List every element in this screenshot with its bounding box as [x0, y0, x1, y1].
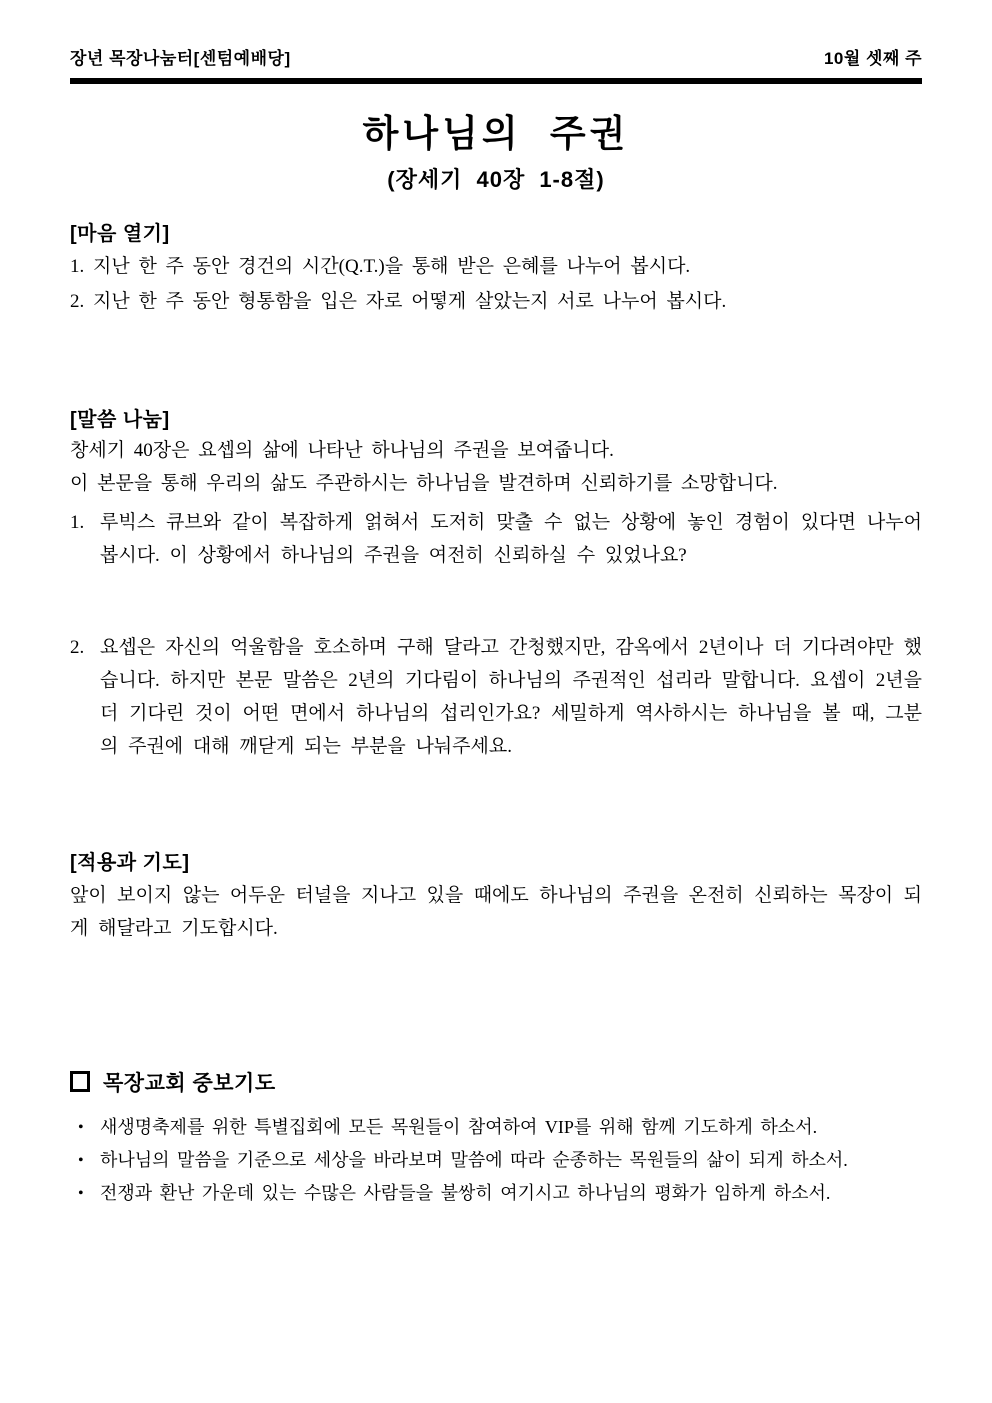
intercession-item-3: 전쟁과 환난 가운데 있는 수많은 사람들을 불쌍히 여기시고 하나님의 평화가 임하게 하소서.: [100, 1183, 831, 1204]
scripture-reference: (장세기 40장 1-8절): [387, 167, 605, 193]
section-application-prayer: [70, 849, 922, 945]
bullet-dot-icon: •: [78, 1152, 84, 1170]
intercession-list: [70, 1111, 922, 1210]
header-right-label: 10월 셋째 주: [823, 49, 922, 68]
list-item: [78, 1111, 922, 1144]
opening-heading: [마음 열기]: [70, 223, 170, 246]
application-heading: [적용과 기도]: [70, 852, 190, 875]
intercession-item-1: 새생명축제를 위한 특별집회에 모든 목원들이 참여하여 VIP를 위해 함께 기도하게 하소서.: [100, 1117, 818, 1138]
discussion-question-2: [70, 631, 922, 763]
word-intro-line-1: 창세기 40장은 요셉의 삶에 나타난 하나님의 주권을 보여줍니다.: [70, 440, 614, 462]
intercession-item-2: 하나님의 말씀을 기준으로 세상을 바라보며 말씀에 따라 순종하는 목원들의 삶이 되게 하소서.: [100, 1150, 848, 1171]
question-1-number: 1.: [70, 512, 85, 534]
question-2-text: 요셉은 자신의 억울함을 호소하며 구해 달라고 간청했지만, 감옥에서 2년이나 더 기다려야만 했습니다. 하지만 본문 말씀은 2년의 기다림이 하나님의 주권적인 섭리라 말합니다. 요셉이 2년을 더 기다린 것이 어떤 면에서 하나님의 섭리인가요? 세밀하게 역사하시는 하나님을 볼 때, 그분의 주권에 대해 깨닫게 되는 부분을 나눠주세요.: [100, 637, 922, 758]
section-word-sharing: [70, 406, 922, 763]
header-left-label: 장년 목장나눔터[센텀예배당]: [70, 49, 291, 68]
list-item: [78, 1177, 922, 1210]
discussion-question-1: [70, 506, 922, 572]
question-1-text: 루빅스 큐브와 같이 복잡하게 얽혀서 도저히 맞출 수 없는 상황에 놓인 경험이 있다면 나누어 봅시다. 이 상황에서 하나님의 주권을 여전히 신뢰하실 수 있었나요?: [100, 512, 922, 567]
list-item: [78, 1144, 922, 1177]
opening-item-1: 1. 지난 한 주 동안 경건의 시간(Q.T.)을 통해 받은 은혜를 나누어 봅시다.: [70, 256, 691, 278]
question-2-number: 2.: [70, 637, 85, 659]
section-intercession: [70, 1067, 922, 1210]
header-divider-rule: [70, 78, 922, 84]
word-sharing-heading: [말씀 나눔]: [70, 409, 170, 432]
bullet-dot-icon: •: [78, 1185, 84, 1203]
running-header: [70, 44, 922, 69]
bullet-dot-icon: •: [78, 1119, 84, 1137]
application-body: 앞이 보이지 않는 어두운 터널을 지나고 있을 때에도 하나님의 주권을 온전히 신뢰하는 목장이 되게 해달라고 기도합시다.: [70, 885, 922, 940]
word-intro-line-2: 이 본문을 통해 우리의 삶도 주관하시는 하나님을 발견하며 신뢰하기를 소망합니다.: [70, 473, 778, 495]
opening-item-2: 2. 지난 한 주 동안 형통함을 입은 자로 어떻게 살았는지 서로 나누어 봅시다.: [70, 291, 727, 313]
intercession-heading-label: 목장교회 중보기도: [103, 1072, 276, 1096]
page-title: 하나님의 주권: [362, 113, 630, 154]
intercession-heading-row: [70, 1067, 922, 1097]
square-checkbox-icon: [70, 1071, 90, 1092]
section-opening-hearts: [70, 220, 922, 318]
